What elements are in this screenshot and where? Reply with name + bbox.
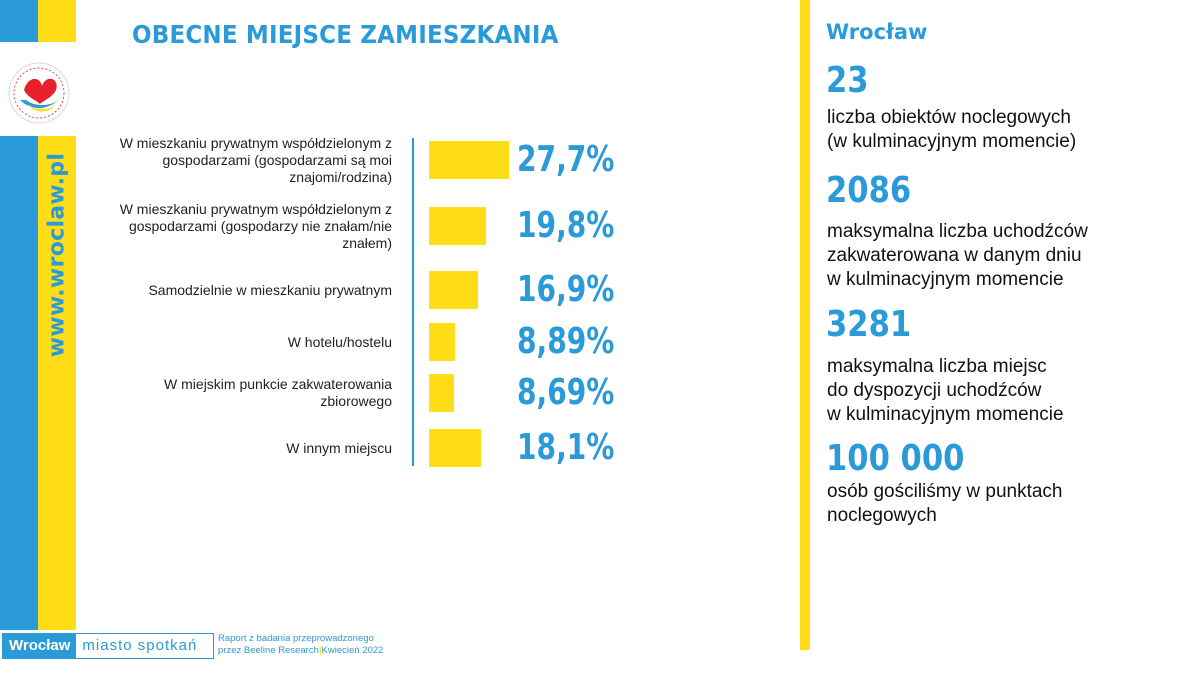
value-label: 27,7% [517,139,615,180]
bar [429,271,478,309]
stats-city-title: Wrocław [826,20,928,44]
stat-description-line: maksymalna liczba miejsc [827,356,1047,377]
stat-description [827,480,1167,528]
category-label: W miejskim punkcie zakwaterowania zbiorowego [164,376,392,409]
bar [429,207,486,245]
category-label: Samodzielnie w mieszkaniu prywatnym [148,281,392,298]
bar [429,374,454,412]
yellow-divider [800,0,810,650]
flag-strip-top [0,0,76,42]
city-heart-logo-icon [6,60,72,126]
stat-description-line: (w kulminacyjnym momencie) [827,131,1077,152]
stat-description-line: do dyspozycji uchodźców [827,380,1042,401]
footer-brand-city: Wrocław [3,634,76,658]
footer-note [218,633,418,657]
footer-note-researcher: przez Beeline Research [218,645,319,656]
category-label: W mieszkaniu prywatnym współdzielonym z gospodarzami (gospodarzami są moi znajomi/rodzina) [119,134,392,185]
footer-note-line: Raport z badania przeprowadzonego [218,633,374,644]
page-title: OBECNE MIEJSCE ZAMIESZKANIA [132,20,559,49]
stat-number: 100 000 [826,438,965,479]
footer-brand [2,633,214,659]
footer-note-date: Kwiecień 2022 [321,645,384,656]
category-label: W hotelu/hostelu [287,333,392,350]
footer-note-separator: | [318,645,322,656]
category-label: W mieszkaniu prywatnym współdzielonym z gospodarzami (gospodarzy nie znałam/nie znałem) [119,200,392,251]
stat-number: 2086 [826,170,912,211]
flag-stripe-blue [0,136,38,630]
flag-stripe-yellow [38,0,76,42]
stat-description [827,355,1167,427]
stat-description-line: w kulminacyjnym momencie [827,404,1064,425]
stat-description-line: zakwaterowana w danym dniu [827,245,1082,266]
chart-axis [412,138,414,466]
stat-description [827,106,1167,154]
stat-description-line: osób gościliśmy w punktach [827,481,1063,502]
value-label: 8,69% [517,372,615,413]
footer-brand-slogan: miasto spotkań [82,637,198,654]
value-label: 8,89% [517,321,615,362]
stat-description [827,220,1167,292]
stat-number: 3281 [826,304,912,345]
value-label: 18,1% [517,427,615,468]
stat-description-line: maksymalna liczba uchodźców [827,221,1088,242]
footer-note-line [218,645,418,657]
flag-stripe-blue [0,0,38,42]
side-url-text: www.wroclaw.pl [44,152,70,358]
bar [429,141,509,179]
stat-description-line: liczba obiektów noclegowych [827,107,1071,128]
bar [429,323,455,361]
bar [429,429,481,467]
value-label: 19,8% [517,205,615,246]
stat-number: 23 [826,60,869,101]
category-label: W innym miejscu [286,439,392,456]
stat-description-line: w kulminacyjnym momencie [827,269,1064,290]
stat-description-line: noclegowych [827,505,937,526]
value-label: 16,9% [517,269,615,310]
